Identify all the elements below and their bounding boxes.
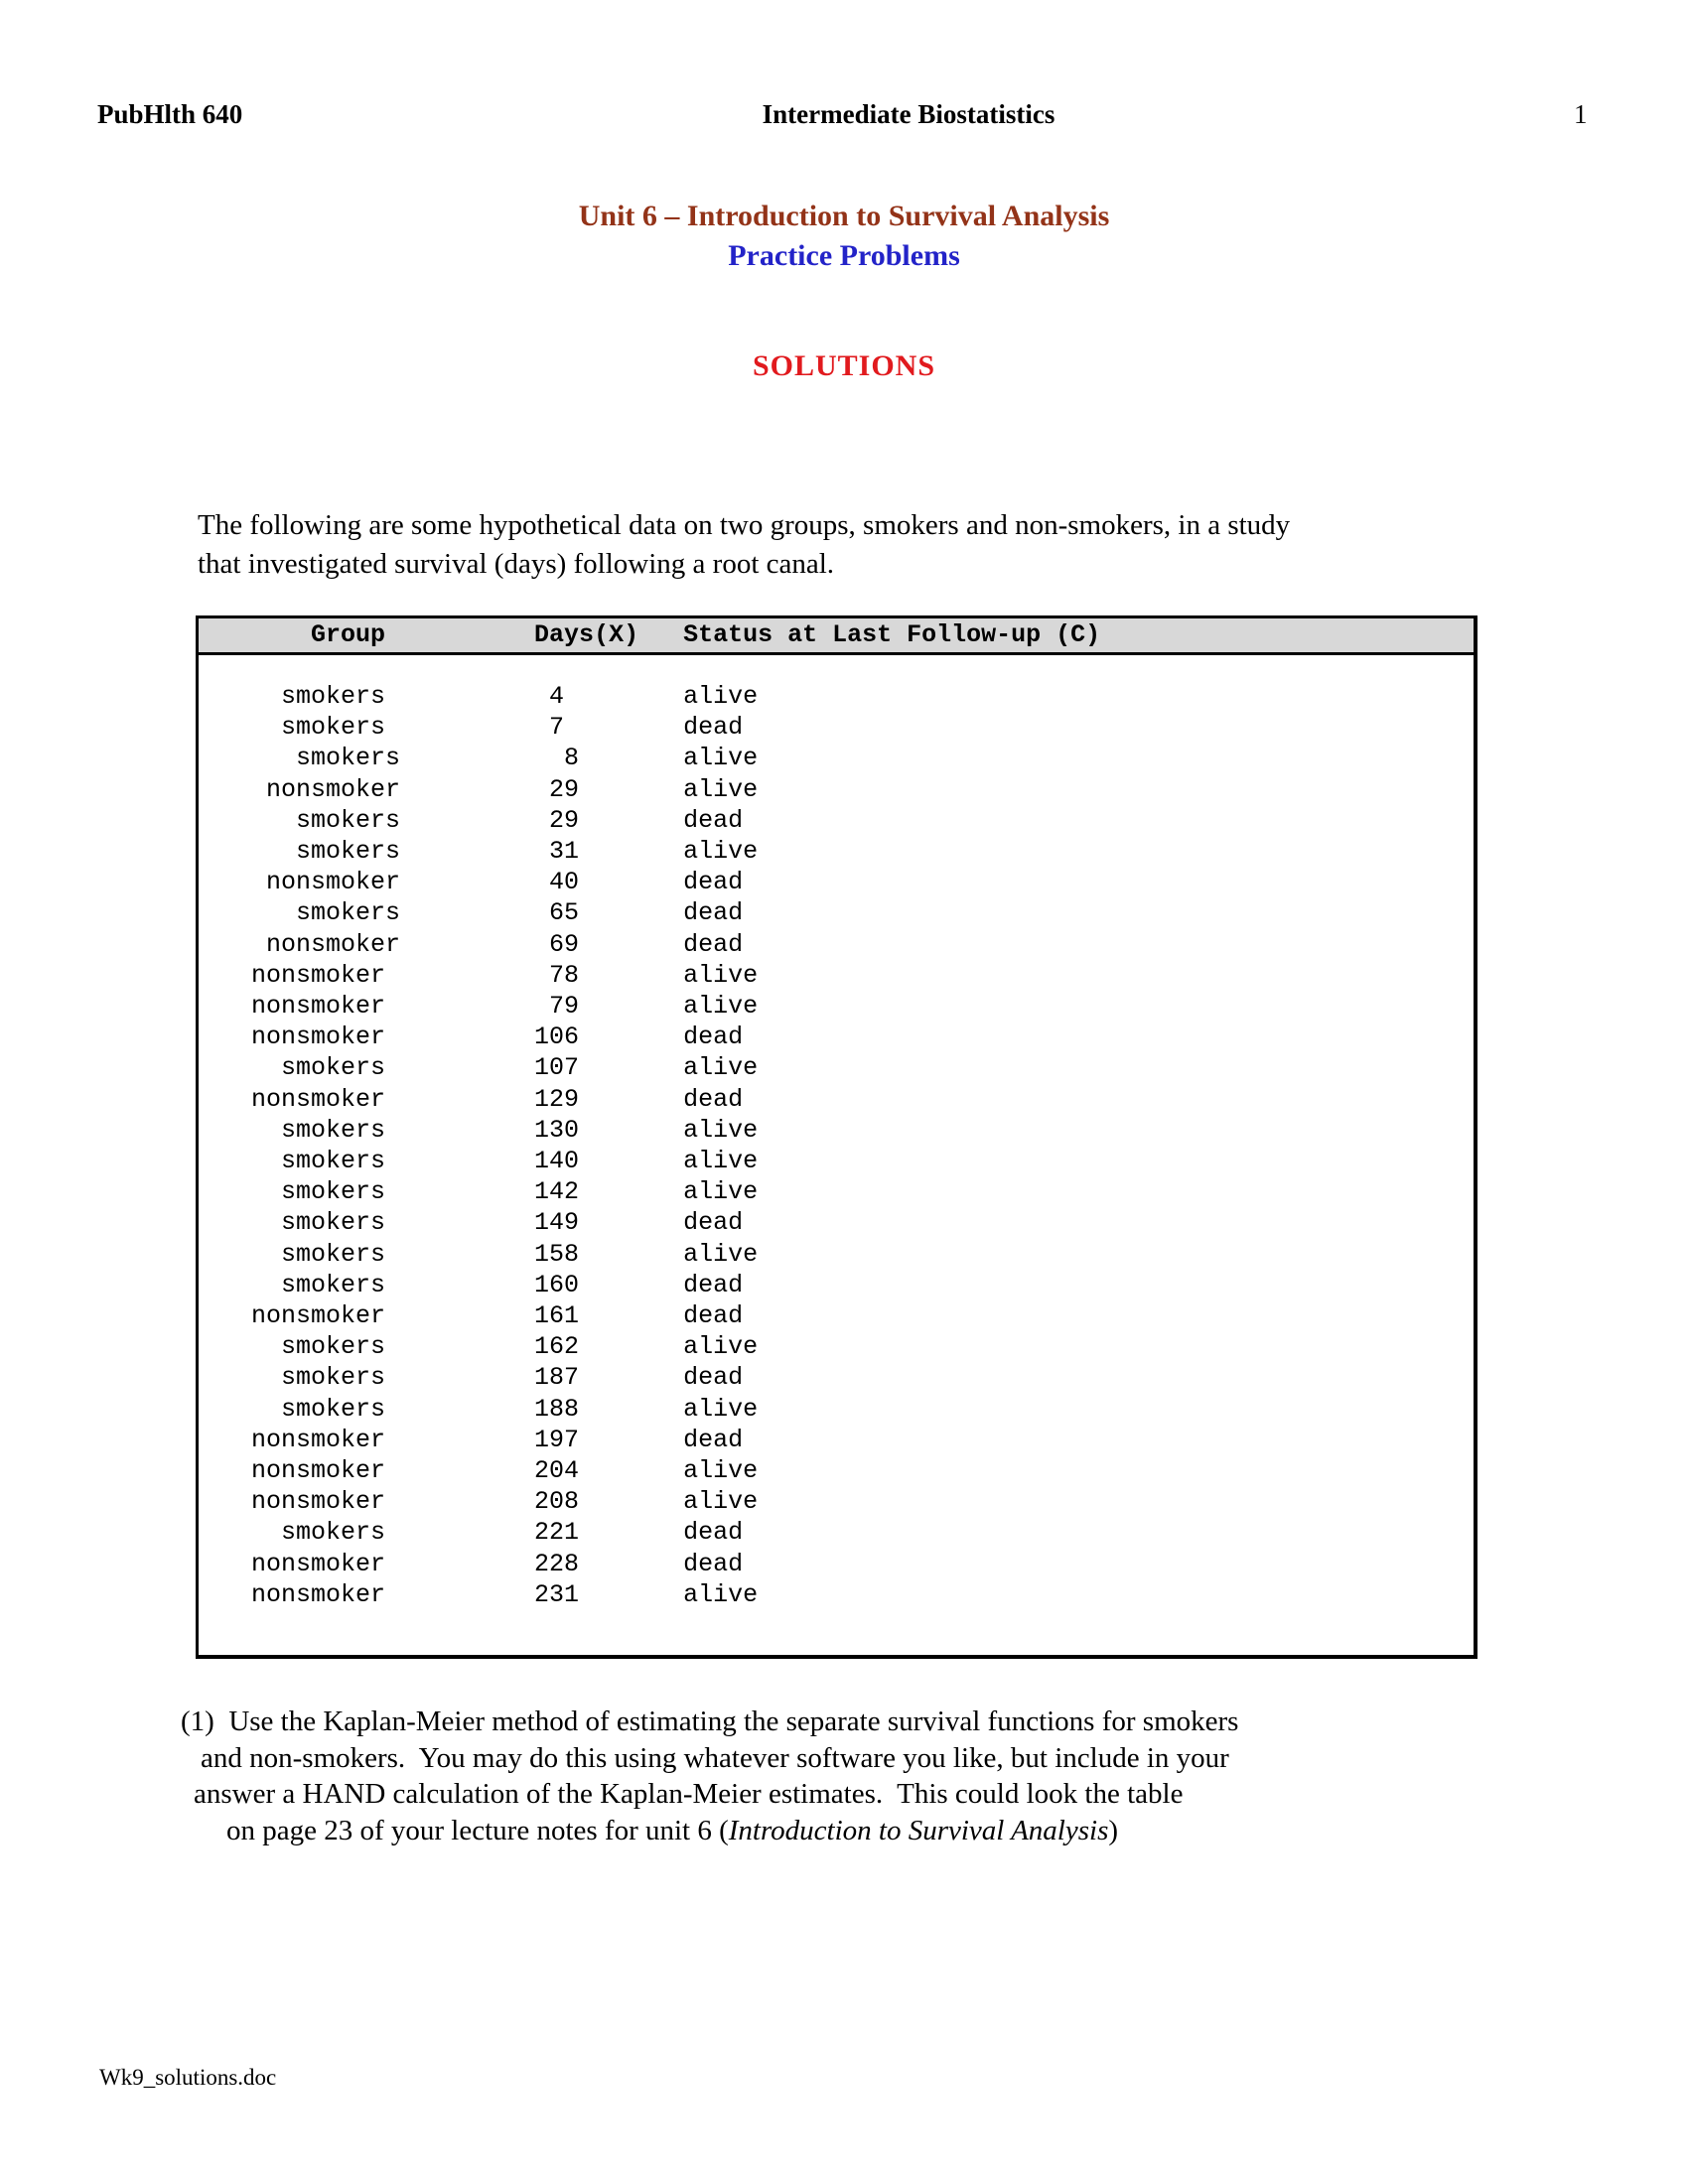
intro-paragraph: [198, 506, 1290, 584]
table-row: smokers 29 dead: [207, 805, 744, 835]
table-row: smokers 107 alive: [207, 1053, 759, 1083]
table-row: smokers 221 dead: [207, 1518, 744, 1548]
table-header-row: [199, 618, 1474, 655]
footer-filename: Wk9_solutions.doc: [99, 2065, 277, 2090]
table-row: nonsmoker 29 alive: [207, 774, 759, 804]
table-row: smokers 140 alive: [207, 1147, 759, 1176]
survival-data-table: [196, 615, 1477, 1659]
table-body: [199, 655, 1474, 1610]
problem-1-line-1: (1) Use the Kaplan-Meier method of estimating the separate survival functions for smokers: [181, 1706, 1239, 1737]
table-row: smokers 160 dead: [207, 1270, 744, 1299]
table-row: smokers 188 alive: [207, 1394, 759, 1424]
solutions-heading: SOLUTIONS: [752, 349, 936, 382]
table-row: nonsmoker 106 dead: [207, 1023, 744, 1052]
table-row: nonsmoker 79 alive: [207, 992, 759, 1022]
problem-1-line-3: answer a HAND calculation of the Kaplan-Meier estimates. This could look the table: [194, 1778, 1184, 1810]
table-row: nonsmoker 40 dead: [207, 868, 744, 897]
table-row: smokers 31 alive: [207, 837, 759, 867]
problem-1-line-4: [181, 1813, 1238, 1849]
unit-title: Unit 6 – Introduction to Survival Analysis: [578, 200, 1110, 232]
problem-1-paragraph: [181, 1704, 1238, 1848]
table-row: smokers 130 alive: [207, 1115, 759, 1145]
problem-1-line-2: and non-smokers. You may do this using whatever software you like, but include in your: [201, 1741, 1229, 1774]
intro-line-2: that investigated survival (days) following a root canal.: [198, 548, 835, 580]
table-row: smokers 65 dead: [207, 898, 744, 928]
table-row: nonsmoker 78 alive: [207, 960, 759, 990]
table-row: smokers 4 alive: [207, 682, 759, 711]
practice-problems-subtitle: Practice Problems: [728, 239, 960, 272]
table-row: smokers 149 dead: [207, 1208, 744, 1238]
table-row: nonsmoker 161 dead: [207, 1301, 744, 1331]
header-course: PubHlth 640: [97, 99, 243, 129]
table-row: nonsmoker 204 alive: [207, 1456, 759, 1486]
table-header-text: Group Days(X) Status at Last Follow-up (C): [207, 620, 1101, 649]
problem-1-line-4-suffix: ): [1108, 1814, 1119, 1846]
table-row: smokers 142 alive: [207, 1177, 759, 1207]
table-row: smokers 7 dead: [207, 713, 744, 743]
table-row: nonsmoker 69 dead: [207, 929, 744, 959]
table-row: nonsmoker 197 dead: [207, 1425, 744, 1454]
table-row: smokers 162 alive: [207, 1332, 759, 1362]
header-doc-title: Intermediate Biostatistics: [762, 99, 1055, 129]
table-row: smokers 8 alive: [207, 744, 759, 773]
problem-1-line-4-italic-title: Introduction to Survival Analysis: [728, 1814, 1109, 1846]
table-row: smokers 158 alive: [207, 1239, 759, 1269]
page-number: 1: [1574, 99, 1588, 129]
table-row: nonsmoker 231 alive: [207, 1579, 759, 1609]
intro-line-1: The following are some hypothetical data on two groups, smokers and non-smokers, in a study: [198, 509, 1291, 541]
table-row: nonsmoker 208 alive: [207, 1487, 759, 1517]
table-row: nonsmoker 129 dead: [207, 1084, 744, 1114]
table-row: nonsmoker 228 dead: [207, 1549, 744, 1578]
page-header: [0, 99, 1688, 133]
table-row: smokers 187 dead: [207, 1363, 744, 1393]
problem-1-line-4-prefix: on page 23 of your lecture notes for unit 6 (: [226, 1814, 729, 1846]
